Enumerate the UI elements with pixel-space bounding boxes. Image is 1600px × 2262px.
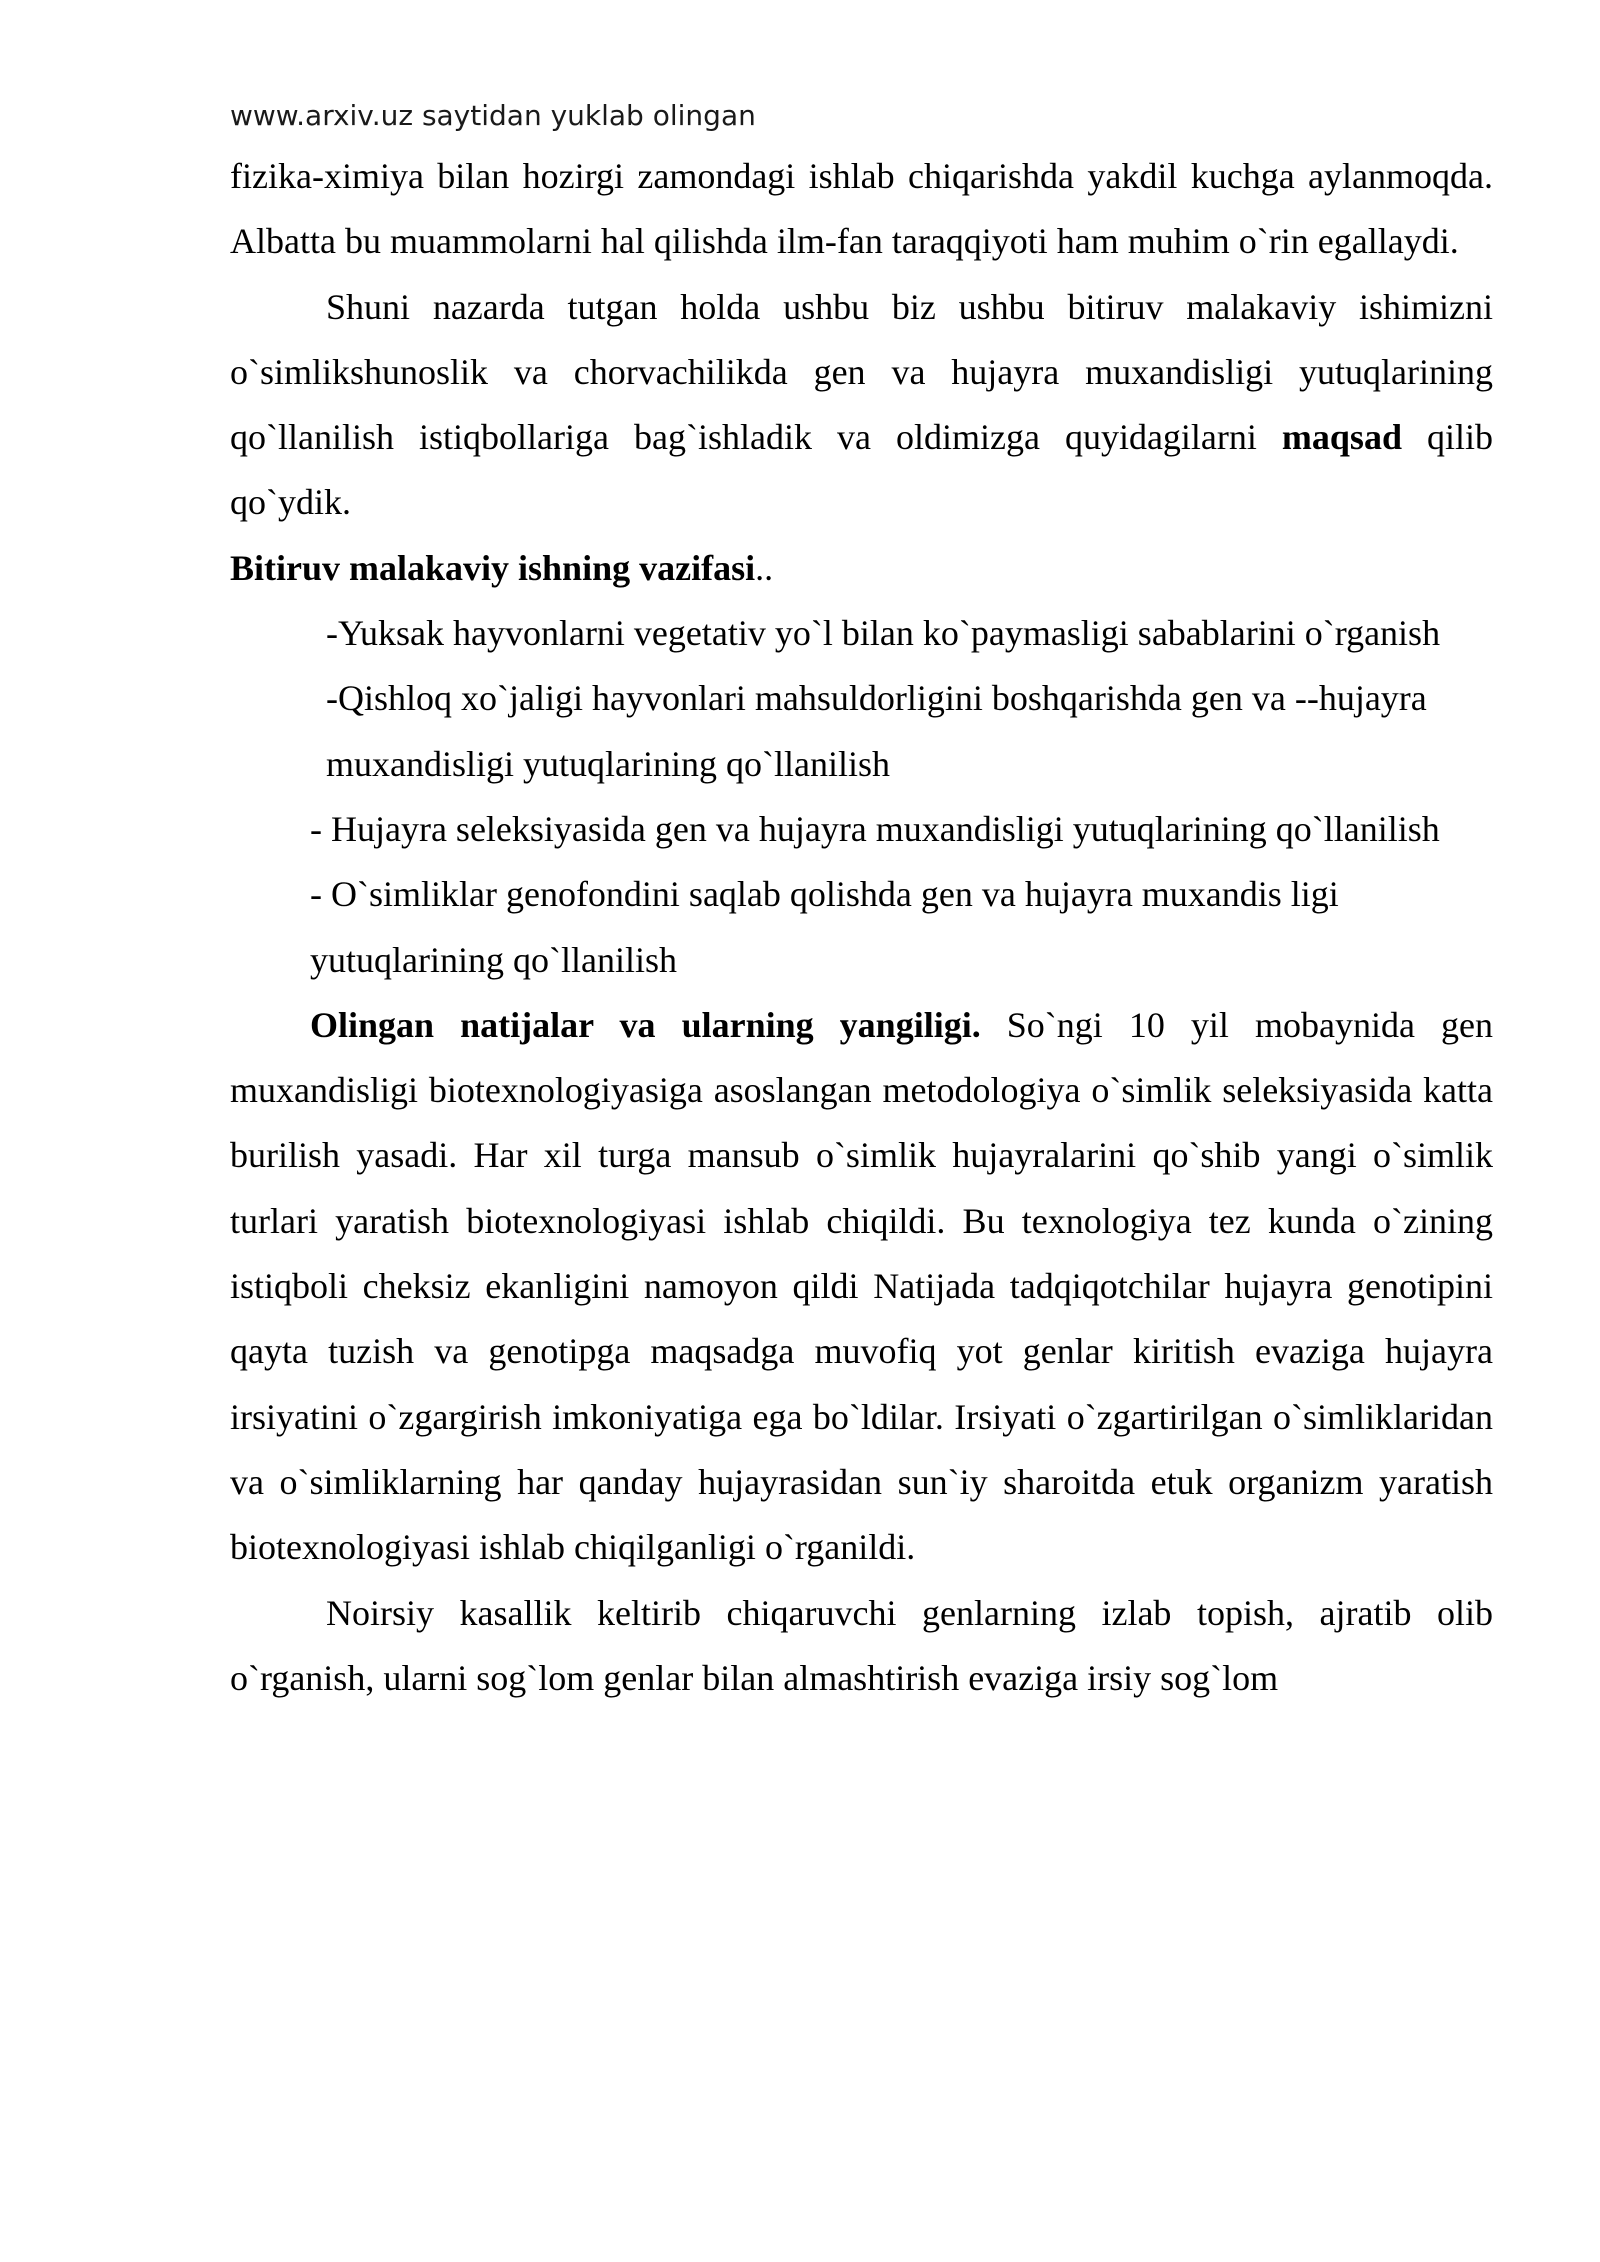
tasks-heading-text: Bitiruv malakaviy ishning vazifasi bbox=[230, 547, 756, 588]
tasks-heading bbox=[230, 536, 1493, 601]
paragraph-results bbox=[230, 993, 1493, 1581]
task-item: -Qishloq xo`jaligi hayvonlari mahsuldorligini boshqarishda gen va --hujayra muxandisligi yutuqlarining qo`llanilish bbox=[326, 678, 1427, 784]
task-item: -Yuksak hayvonlarni vegetativ yo`l bilan ko`paymasligi sabablarini o`rganish bbox=[326, 613, 1441, 654]
paragraph-purpose bbox=[230, 275, 1493, 536]
document-body bbox=[230, 144, 1493, 1711]
task-item: - O`simliklar genofondini saqlab qolishda gen va hujayra muxandis ligi yutuqlarining qo`llanilish bbox=[310, 874, 1339, 980]
results-text: So`ngi 10 yil mobaynida gen muxandisligi biotexnologiyasiga asoslangan metodologiya o`simlik seleksiyasida katta burilish yasadi. Har xil turga mansub o`simlik hujayralarini qo`shib yangi o`simlik turlari yaratish biotexnologiyasi ishlab chiqildi. Bu texnologiya tez kunda o`zining istiqboli cheksiz ekanligini namoyon qildi Natijada tadqiqotchilar hujayra genotipini qayta tuzish va genotipga maqsadga muvofiq yot genlar kiritish evaziga hujayra irsiyatini o`zgargirish imkoniyatiga ega bo`ldilar. Irsiyati o`zgartirilgan o`simliklaridan va o`simliklarning har qanday hujayrasidan sun`iy sharoitda etuk organizm yaratish biotexnologiyasi ishlab chiqilganligi o`rganildi. bbox=[230, 1004, 1493, 1568]
purpose-text-after: qilib qo`ydik. bbox=[230, 417, 1493, 523]
results-heading: Olingan natijalar va ularning yangiligi. bbox=[310, 1004, 981, 1045]
paragraph-noirsiy: Noirsiy kasallik keltirib chiqaruvchi genlarning izlab topish, ajratib olib o`rganish, ularni sog`lom genlar bilan almashtirish evaziga irsiy sog`lom bbox=[230, 1592, 1493, 1698]
source-header: www.arxiv.uz saytidan yuklab olingan bbox=[230, 99, 756, 132]
task-item: - Hujayra seleksiyasida gen va hujayra muxandisligi yutuqlarining qo`llanilish bbox=[310, 808, 1440, 849]
paragraph-intro: fizika-ximiya bilan hozirgi zamondagi ishlab chiqarishda yakdil kuchga aylanmoqda. Albatta bu muammolarni hal qilishda ilm-fan taraqqiyoti ham muhim o`rin egallaydi. bbox=[230, 156, 1493, 262]
purpose-keyword: maqsad bbox=[1281, 417, 1402, 458]
tasks-heading-suffix: .. bbox=[755, 547, 774, 588]
purpose-text-before: Shuni nazarda tutgan holda ushbu biz ushbu bitiruv malakaviy ishimizni o`simlikshunoslik va chorvachilikda gen va hujayra muxandisligi yutuqlarining qo`llanilish istiqbollariga bag`ishladik va oldimizga quyidagilarni bbox=[230, 286, 1493, 458]
